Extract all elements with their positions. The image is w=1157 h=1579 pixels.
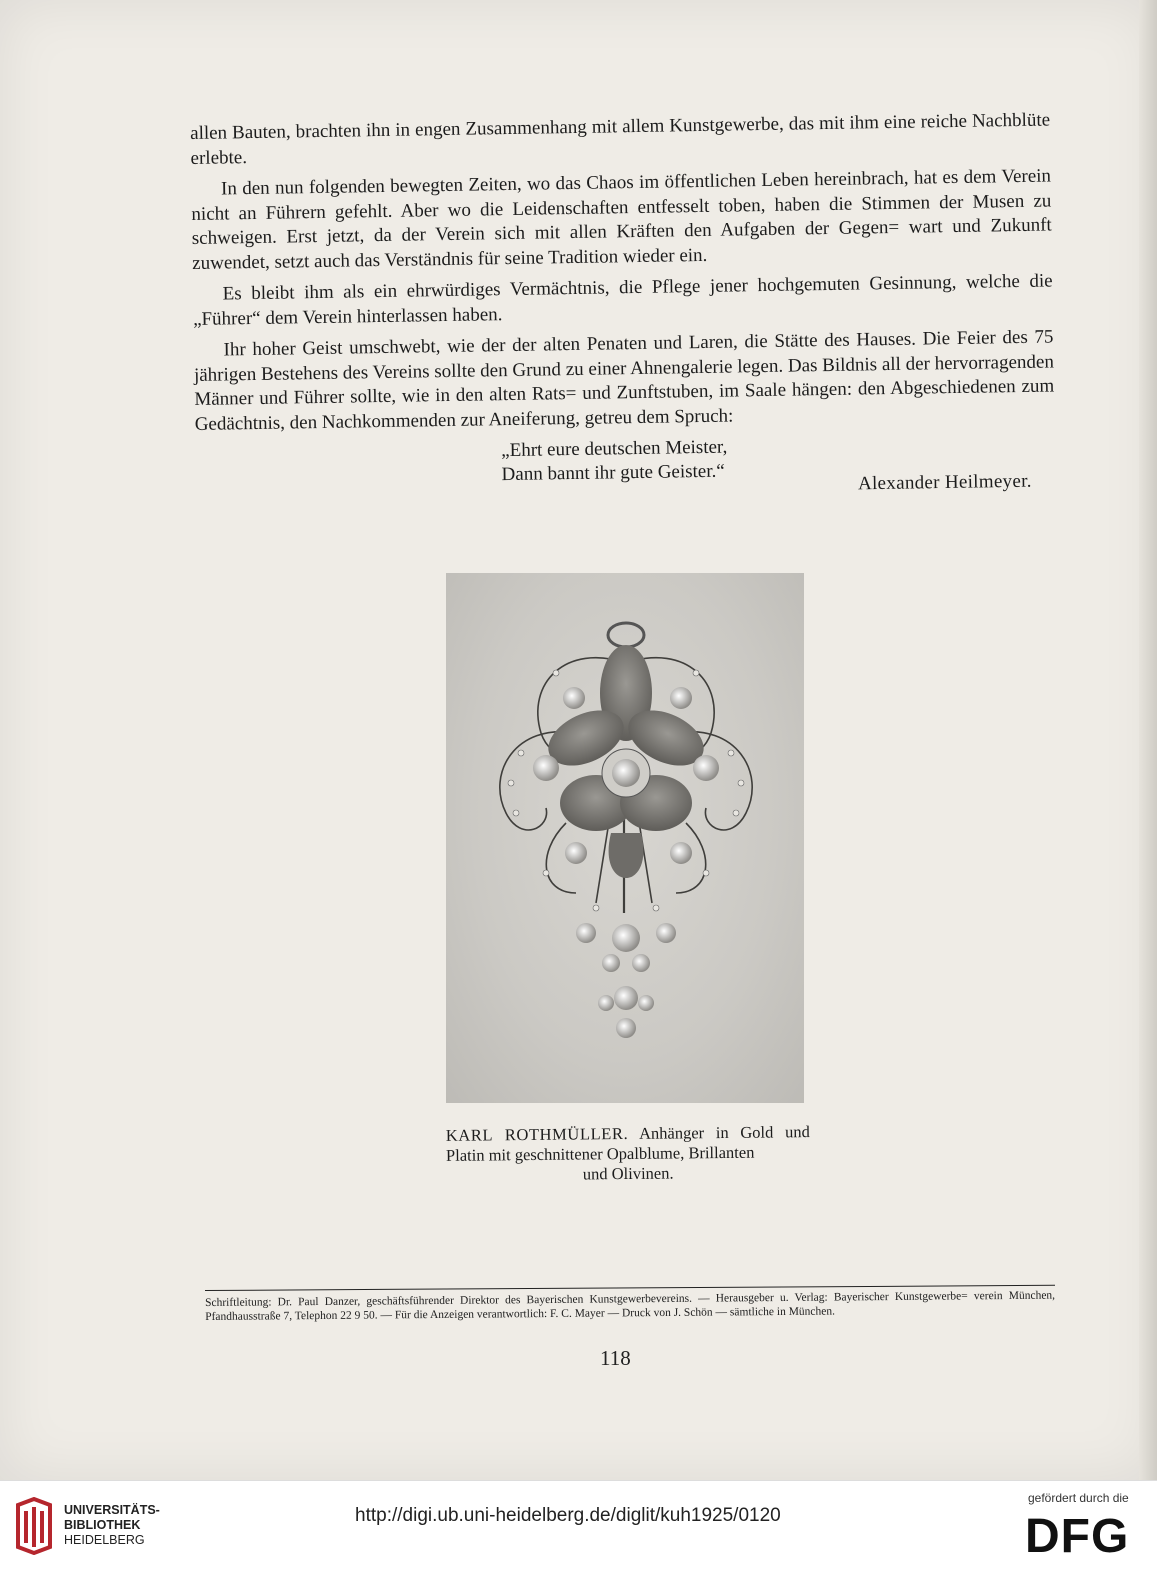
library-line-1: UNIVERSITÄTS- [64, 1503, 160, 1517]
paragraph-1: allen Bauten, brachten ihn in engen Zusammenhang mit allem Kunstgewerbe, das mit ihm eine reiche Nachblüte erlebte. [190, 109, 1051, 169]
permalink-url[interactable]: http://digi.ub.uni-heidelberg.de/diglit/kuh1925/0120 [355, 1505, 781, 1526]
article-text [190, 108, 1056, 491]
paragraph-2: In den nun folgenden bewegten Zeiten, wo das Chaos im öffentlichen Leben hereinbrach, hat es dem Verein nicht an Führern gefehlt. Aber wo die Leidenschaften entfesselt toben, haben die Stimmen der Musen zu schweigen. Erst jetzt, da der Verein sich mit allen Kräften den Aufgaben der Gegen= wart und Zukunft zuwendet, setzt auch das Verständnis für seine Tradition wieder ein. [191, 165, 1052, 274]
university-library-name[interactable] [64, 1503, 160, 1548]
page-number: 118 [600, 1346, 631, 1370]
caption-artist: KARL ROTHMÜLLER. [445, 1123, 629, 1145]
caption-line-3: und Olivinen. [582, 1163, 674, 1184]
paragraph-3: Es bleibt ihm als ein ehrwürdiges Vermächtnis, die Pflege jener hochgemuten Gesinnung, welche die „Führer“ dem Verein hinterlassen haben. [192, 270, 1053, 330]
funding-note: gefördert durch die [1028, 1491, 1129, 1505]
imprint-note: Schriftleitung: Dr. Paul Danzer, geschäftsführender Direktor des Bayerischen Kunstgewerbevereins. — Herausgeber u. Verlag: Bayerischer Kunstgewerbe= verein München, Pfandhausstraße 7, Telephon 22 9 50. — Für die Anzeigen verantwortlich: F. C. Mayer — Druck von J. Schön — sämtliche in München. [205, 1289, 1056, 1323]
paragraph-4: Ihr hoher Geist umschwebt, wie der der alten Penaten und Laren, die Stätte des Hauses. Die Feier des 75 jährigen Bestehens des Vereins sollte den Grund zu einer Ahnengalerie legen. Das Bildnis all der hervorragenden Männer und Führer sollte, wie in den alten Rats= und Zunftstuben, im Saale hängen: den Abgeschiedenen zum Gedächtnis, den Nachkommenden zur Aneiferung, getreu dem Spruch: [193, 326, 1055, 435]
author-signature: Alexander Heilmeyer. [857, 470, 1032, 495]
dfg-logo[interactable]: DFG [1025, 1510, 1130, 1563]
viewer-footer-bar [0, 1480, 1157, 1579]
library-line-2: BIBLIOTHEK [64, 1518, 141, 1532]
caption-line-1: Anhänger in Gold und [638, 1122, 810, 1143]
library-line-3: HEIDELBERG [64, 1533, 145, 1547]
quote-line-1: „Ehrt eure deutschen Meister, [501, 436, 728, 462]
page-edge [1139, 0, 1157, 1480]
quote-line-2: Dann bannt ihr gute Geister.“ [501, 460, 725, 486]
caption-line-2: Platin mit geschnittener Opalblume, Brillanten [445, 1142, 755, 1165]
university-library-logo-icon[interactable] [12, 1497, 56, 1555]
pendant-photograph [446, 573, 804, 1103]
figure-caption [446, 1122, 811, 1186]
pendant-jewel-illustration [446, 573, 804, 1103]
